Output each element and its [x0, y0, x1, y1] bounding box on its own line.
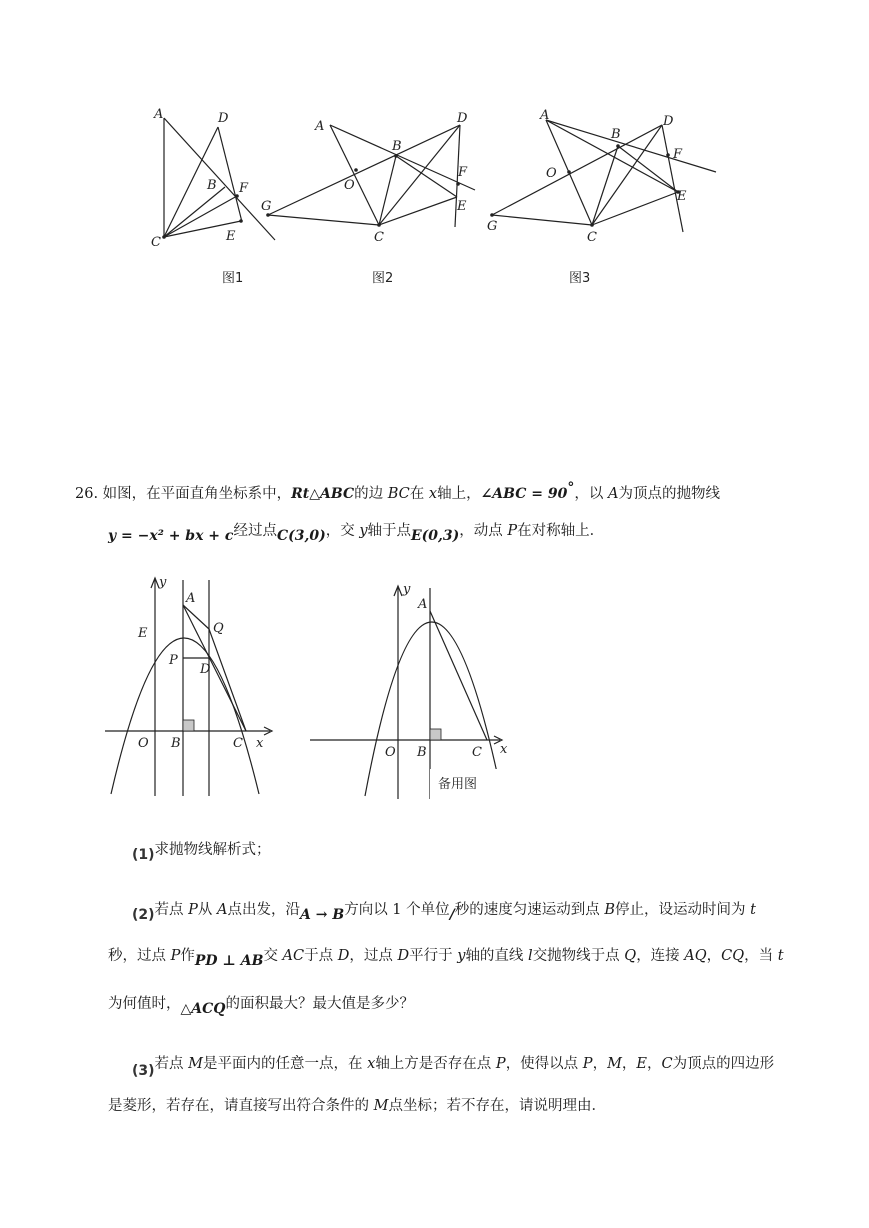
math-parabola: y = −x² + bx + c [108, 528, 234, 544]
label-B: B [171, 736, 181, 751]
label-x: x [500, 742, 508, 757]
question-1: (1)求抛物线解析式； [132, 842, 271, 863]
label-F: F [458, 165, 468, 180]
caption-spare: 备用图 [438, 777, 478, 792]
label-B: B [392, 139, 402, 154]
caption-fig2: 图2 [372, 271, 394, 286]
label-C: C [374, 230, 384, 245]
label-D: D [218, 111, 229, 126]
label-A: A [315, 119, 325, 134]
label-C: C [587, 230, 597, 245]
problem-number: 26. [75, 485, 99, 502]
problem-line-1: 26. 如图，在平面直角坐标系中，Rt△ABC的边 BC在 x轴上，∠ABC = 90°，以 A为顶点的抛物线 [75, 480, 720, 502]
label-F: F [239, 181, 249, 196]
label-E: E [226, 229, 236, 244]
figure-3 [480, 100, 720, 290]
question-3-line-1: (3)若点 M是平面内的任意一点，在 x轴上方是否存在点 P，使得以点 P，M，E，C为顶点的四边形 [132, 1056, 775, 1079]
question-3-line-2: 是菱形，若存在，请直接写出符合条件的 M点坐标；若不存在，请说明理由． [108, 1098, 606, 1114]
label-E: E [677, 189, 687, 204]
label-B: B [611, 127, 621, 142]
label-y: y [403, 582, 411, 597]
caption-fig3: 图3 [569, 271, 591, 286]
label-O: O [344, 178, 355, 193]
label-C: C [472, 745, 482, 760]
figure-main-parabola [105, 572, 280, 797]
q1-number: (1) [132, 847, 155, 863]
label-D: D [457, 111, 468, 126]
label-C: C [233, 736, 243, 751]
question-2-line-2: 秒，过点 P作PD ⊥ AB交 AC于点 D，过点 D平行于 y轴的直线 l交抛物线于点 Q，连接 AQ，CQ，当 t [108, 948, 784, 969]
label-A: A [154, 107, 164, 122]
caption-fig1: 图1 [222, 271, 244, 286]
label-O: O [546, 166, 557, 181]
label-E: E [457, 199, 467, 214]
label-G: G [487, 219, 498, 234]
math-point-c: C(3,0) [276, 528, 326, 544]
q2-number: (2) [132, 907, 155, 923]
figure-2 [255, 100, 485, 290]
problem-line-2: y = −x² + bx + c经过点C(3,0)，交 y轴于点E(0,3)，动点 P在对称轴上． [108, 523, 605, 544]
math-point-e: E(0,3) [411, 528, 460, 544]
label-x: x [256, 736, 264, 751]
label-D: D [663, 114, 674, 129]
math-angle-abc: ∠ABC = 90 [480, 485, 568, 502]
label-F: F [673, 147, 683, 162]
label-Q: Q [213, 621, 224, 636]
label-y: y [159, 575, 167, 590]
label-B: B [207, 178, 217, 193]
label-A: A [418, 597, 428, 612]
label-P: P [169, 653, 178, 668]
question-2-line-3: 为何值时，△ACQ的面积最大？最大值是多少？ [108, 996, 414, 1017]
label-A: A [186, 591, 196, 606]
label-B: B [417, 745, 427, 760]
math-rt-abc: Rt△ABC [291, 485, 355, 502]
label-D: D [200, 662, 211, 677]
label-E: E [138, 626, 148, 641]
label-O: O [138, 736, 149, 751]
figure-spare-parabola [310, 578, 520, 800]
label-G: G [261, 199, 272, 214]
question-2-line-1: (2)若点 P从 A点出发，沿A → B方向以 1 个单位/秒的速度匀速运动到点 B停止，设运动时间为 t [132, 902, 756, 923]
label-O: O [385, 745, 396, 760]
label-C: C [151, 235, 161, 250]
q3-number: (3) [132, 1063, 155, 1079]
label-A: A [540, 108, 550, 123]
